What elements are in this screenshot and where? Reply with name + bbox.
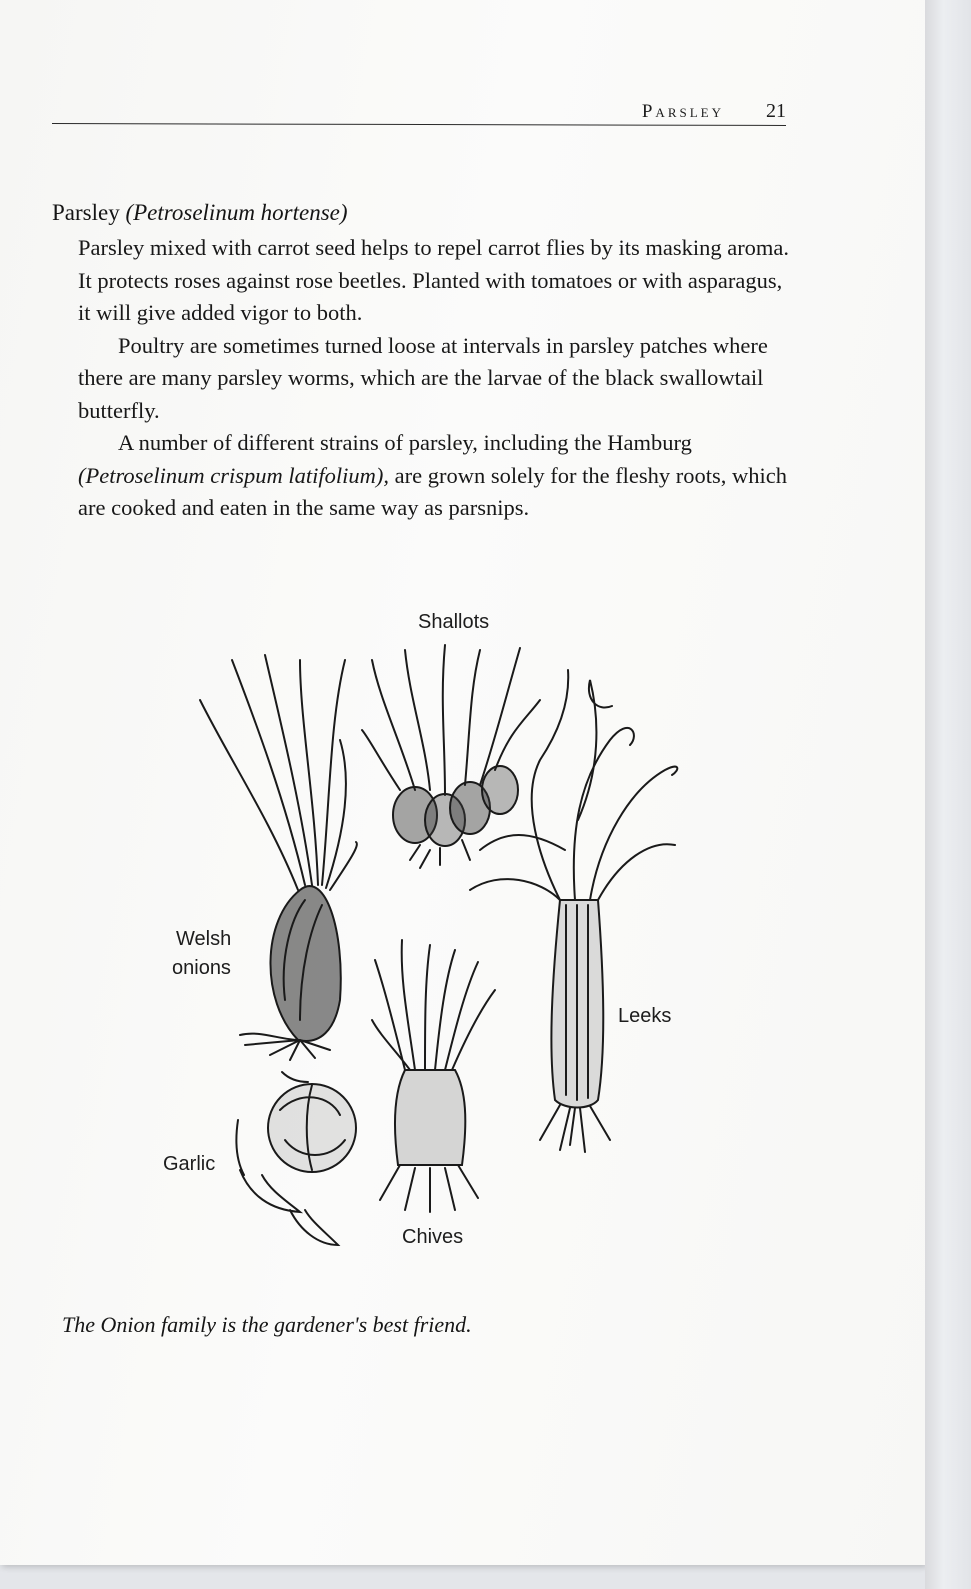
paragraph-text: are grown solely for the fleshy roots, which are cooked and eaten in the same way as parsnips.: [78, 462, 788, 520]
label-chives: Chives: [402, 1226, 464, 1248]
garlic-drawing: [236, 1072, 356, 1245]
paragraph: Poultry are sometimes turned loose at intervals in parsley patches where there are many parsley worms, which are the larvae of the black swallowtail butterfly.: [78, 332, 768, 423]
label-leeks: Leeks: [618, 1005, 672, 1027]
label-welsh-onions-line2: onions: [172, 957, 231, 979]
paragraph-text: A number of different strains of parsley, including the Hamburg: [118, 430, 692, 455]
entry-name: Parsley: [52, 200, 120, 225]
paragraph: Parsley mixed with carrot seed helps to repel carrot flies by its masking aroma. It protects roses against rose beetles. Planted with tomatoes or with asparagus, it will give added vigor to both.: [78, 235, 790, 325]
label-shallots: Shallots: [418, 611, 490, 633]
running-head-title: Parsley: [641, 101, 724, 122]
welsh-onions-drawing: [200, 655, 357, 1060]
label-welsh-onions-line1: Welsh: [176, 928, 232, 950]
paragraph-latin: (Petroselinum crispum latifolium),: [78, 462, 390, 488]
entry-latin-name: (Petroselinum hortense): [125, 200, 348, 225]
figure-caption: The Onion family is the gardener's best friend.: [62, 1312, 472, 1337]
label-garlic: Garlic: [163, 1153, 216, 1175]
leeks-drawing: [470, 670, 677, 1152]
chives-drawing: [372, 940, 495, 1212]
page-number: 21: [766, 100, 786, 122]
